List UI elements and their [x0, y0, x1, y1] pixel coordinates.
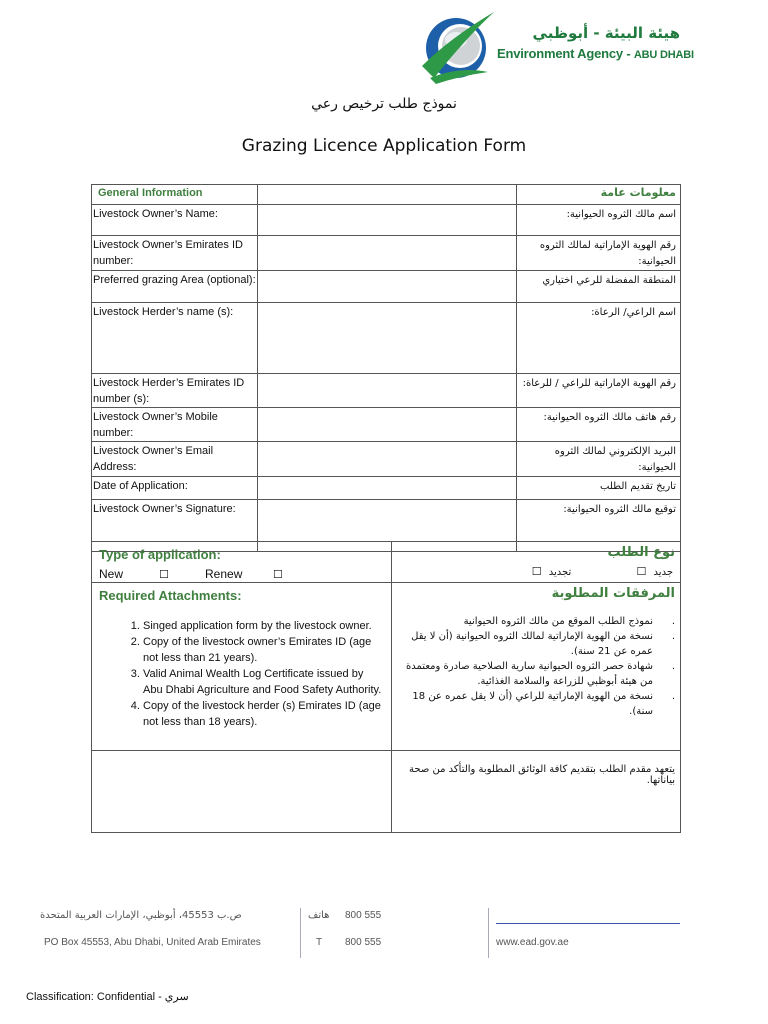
new-checkbox-ar[interactable]: ☐	[636, 565, 647, 578]
footer-address-ar: ص.ب 45553، أبوظبي، الإمارات العربية المتحدة	[40, 910, 242, 921]
attachment-item: 3. Valid Animal Wealth Log Certificate issued by Abu Dhabi Agriculture and Food Safety Authority.	[143, 666, 384, 698]
attachment-item: 1. Singed application form by the livestock owner.	[143, 618, 384, 634]
owner-name-field[interactable]	[258, 205, 517, 236]
herder-emirates-id-label: Livestock Herder’s Emirates ID number (s):	[92, 374, 258, 408]
owner-emirates-id-label-ar: رقم الهوية الإماراتية لمالك الثروه الحيوانية:	[517, 236, 681, 271]
type-of-application-title-ar: نوع الطلب	[607, 545, 675, 560]
required-attachments-list	[93, 618, 384, 730]
new-option-label-ar: جديد	[653, 567, 673, 578]
owner-signature-label: Livestock Owner’s Signature:	[92, 500, 258, 552]
herder-emirates-id-field[interactable]	[258, 374, 517, 408]
new-option-label: New	[99, 567, 124, 581]
declaration-text: يتعهد مقدم الطلب بتقديم كافة الوثائق المطلوبة والتأكد من صحة بياناتها.	[409, 764, 675, 786]
renew-option-label: Renew	[205, 567, 243, 581]
owner-name-label-ar: اسم مالك الثروه الحيوانية:	[517, 205, 681, 236]
required-attachments-cell	[92, 583, 392, 751]
environment-agency-logo	[420, 8, 496, 86]
attachment-item: 2. Copy of the livestock owner’s Emirates ID (age not less than 21 years).	[143, 634, 384, 666]
owner-emirates-id-field[interactable]	[258, 236, 517, 271]
footer-rule	[496, 923, 680, 924]
application-details-table	[91, 541, 681, 833]
form-title: Grazing Licence Application Form	[241, 136, 527, 156]
footer-website-link[interactable]: www.ead.gov.ae	[496, 937, 569, 948]
logo-english-suffix: ABU DHABI	[633, 49, 694, 61]
declaration-cell	[392, 751, 681, 833]
general-information-table	[91, 184, 681, 552]
required-attachments-list-ar	[393, 614, 679, 719]
logo-english-text	[497, 46, 694, 61]
renew-checkbox[interactable]: ☐	[273, 568, 283, 581]
owner-mobile-field[interactable]	[258, 408, 517, 442]
attachment-item-ar: . نسخة من الهوية الإماراتية لمالك الثروه الحيوانية (أن لا يقل عمره عن 21 سنة).	[399, 629, 653, 659]
attachment-item-ar: . نسخة من الهوية الإماراتية للراعي (أن لا يقل عمره عن 18 سنة).	[399, 689, 653, 719]
application-date-field[interactable]	[258, 477, 517, 500]
renew-option-label-ar: تجديد	[548, 567, 572, 578]
owner-email-label-ar: البريد الإلكتروني لمالك الثروه الحيوانية:	[517, 442, 681, 477]
owner-signature-label-ar: توقيع مالك الثروه الحيوانية:	[517, 500, 681, 552]
grazing-area-field[interactable]	[258, 271, 517, 303]
owner-mobile-label-ar: رقم هاتف مالك الثروه الحيوانية:	[517, 408, 681, 442]
footer-phone-ar: 800 555	[345, 910, 382, 921]
classification-label: Classification: Confidential - سري	[26, 991, 189, 1003]
herder-name-label: Livestock Herder’s name (s):	[92, 303, 258, 374]
header-blank-cell	[258, 185, 517, 205]
type-options-ar	[393, 561, 679, 578]
declaration-signature-cell[interactable]	[92, 751, 392, 833]
footer-divider	[300, 908, 301, 958]
footer-divider	[488, 908, 489, 958]
footer-phone: 800 555	[345, 937, 382, 948]
general-information-header: General Information	[92, 185, 258, 205]
logo-arabic-text: هيئة البيئة - أبوظبي	[532, 24, 680, 42]
attachment-item-ar: . شهادة حصر الثروه الحيوانية سارية الصلاحية صادرة ومعتمدة من هيئة أبوظبي للزراعة والسلامة الغذائية.	[399, 659, 653, 689]
type-of-application-title: Type of application:	[99, 547, 221, 562]
required-attachments-title-ar: المرفقات المطلوبة	[551, 586, 675, 601]
form-title-arabic: نموذج طلب ترخيص رعي	[311, 96, 457, 112]
grazing-area-label: Preferred grazing Area (optional):	[92, 271, 258, 303]
logo-english-name: Environment Agency -	[497, 46, 631, 61]
herder-emirates-id-label-ar: رقم الهوية الإماراتية للراعي / للرعاة:	[517, 374, 681, 408]
herder-name-field[interactable]	[258, 303, 517, 374]
footer-phone-label: T	[316, 937, 323, 948]
type-options	[93, 563, 390, 581]
renew-checkbox-ar[interactable]: ☐	[531, 565, 542, 578]
owner-email-field[interactable]	[258, 442, 517, 477]
required-attachments-cell-ar	[392, 583, 681, 751]
owner-email-label: Livestock Owner’s Email Address:	[92, 442, 258, 477]
footer-address: PO Box 45553, Abu Dhabi, United Arab Emirates	[44, 937, 261, 948]
general-information-header-ar: معلومات عامة	[517, 185, 681, 205]
application-date-label: Date of Application:	[92, 477, 258, 500]
attachment-item-ar: . نموذج الطلب الموقع من مالك الثروه الحيوانية	[399, 614, 653, 629]
required-attachments-title: Required Attachments:	[99, 588, 242, 603]
owner-emirates-id-label: Livestock Owner’s Emirates ID number:	[92, 236, 258, 271]
type-of-application-cell	[92, 542, 392, 583]
herder-name-label-ar: اسم الراعي/ الرعاة:	[517, 303, 681, 374]
type-of-application-cell-ar	[392, 542, 681, 583]
grazing-area-label-ar: المنطقة المفضلة للرعي اختياري	[517, 271, 681, 303]
attachment-item: 4. Copy of the livestock herder (s) Emirates ID (age not less than 18 years).	[143, 698, 384, 730]
new-checkbox[interactable]: ☐	[159, 568, 169, 581]
application-date-label-ar: تاريخ تقديم الطلب	[517, 477, 681, 500]
footer-phone-label-ar: هاتف	[308, 910, 330, 921]
owner-name-label: Livestock Owner’s Name:	[92, 205, 258, 236]
owner-mobile-label: Livestock Owner’s Mobile number:	[92, 408, 258, 442]
